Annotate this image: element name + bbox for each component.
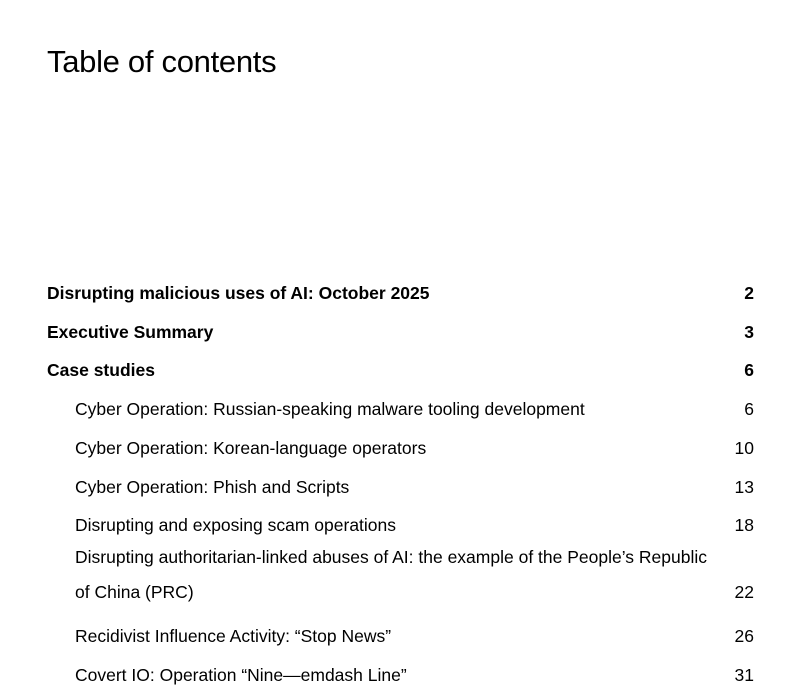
toc-entry-case-studies[interactable]	[47, 344, 754, 383]
toc-entry-label: Disrupting malicious uses of AI: October 2025	[47, 283, 430, 303]
page-title: Table of contents	[47, 44, 277, 79]
toc-entry-label: Cyber Operation: Russian-speaking malware tooling development	[75, 398, 585, 419]
toc-entry-page-number: 26	[734, 625, 754, 646]
toc-entry-label: Cyber Operation: Korean-language operators	[75, 437, 427, 458]
toc-entry-page-number: 22	[734, 581, 754, 602]
toc-entry-korean-language-operators[interactable]	[47, 421, 754, 460]
toc-entry-executive-summary[interactable]	[47, 305, 754, 344]
toc-entry-scam-operations[interactable]	[47, 499, 754, 537]
toc-entry-stop-news[interactable]	[47, 610, 754, 648]
toc-entry-page-number: 13	[734, 476, 754, 497]
toc-entry-nine-dash-line[interactable]	[47, 648, 754, 687]
toc-entry-page-number: 2	[744, 283, 754, 303]
toc-entry-page-number: 6	[744, 360, 754, 380]
toc-entry-page-number: 31	[734, 664, 754, 685]
toc-entry-russian-speaking-malware[interactable]	[47, 382, 754, 421]
toc-entry-page-number: 6	[744, 398, 754, 419]
toc-entry-prc-authoritarian-abuses[interactable]	[47, 540, 754, 610]
toc-entry-label: Disrupting authoritarian-linked abuses of AI: the example of the People’s Republic of China (PRC)	[75, 546, 707, 602]
table-of-contents	[47, 281, 754, 687]
toc-entry-page-number: 18	[734, 514, 754, 535]
toc-entry-label: Disrupting and exposing scam operations	[75, 514, 397, 535]
toc-entry-label: Recidivist Influence Activity: “Stop News”	[75, 625, 392, 646]
toc-entry-label: Executive Summary	[47, 321, 214, 342]
toc-entry-disrupting-malicious-uses[interactable]	[47, 281, 754, 305]
toc-entry-page-number: 10	[734, 437, 754, 458]
toc-entry-label: Covert IO: Operation “Nine—emdash Line”	[75, 664, 407, 685]
toc-entry-page-number: 3	[744, 321, 754, 342]
toc-entry-label: Case studies	[47, 360, 155, 380]
toc-entry-phish-and-scripts[interactable]	[47, 460, 754, 499]
toc-entry-label: Cyber Operation: Phish and Scripts	[75, 476, 350, 497]
